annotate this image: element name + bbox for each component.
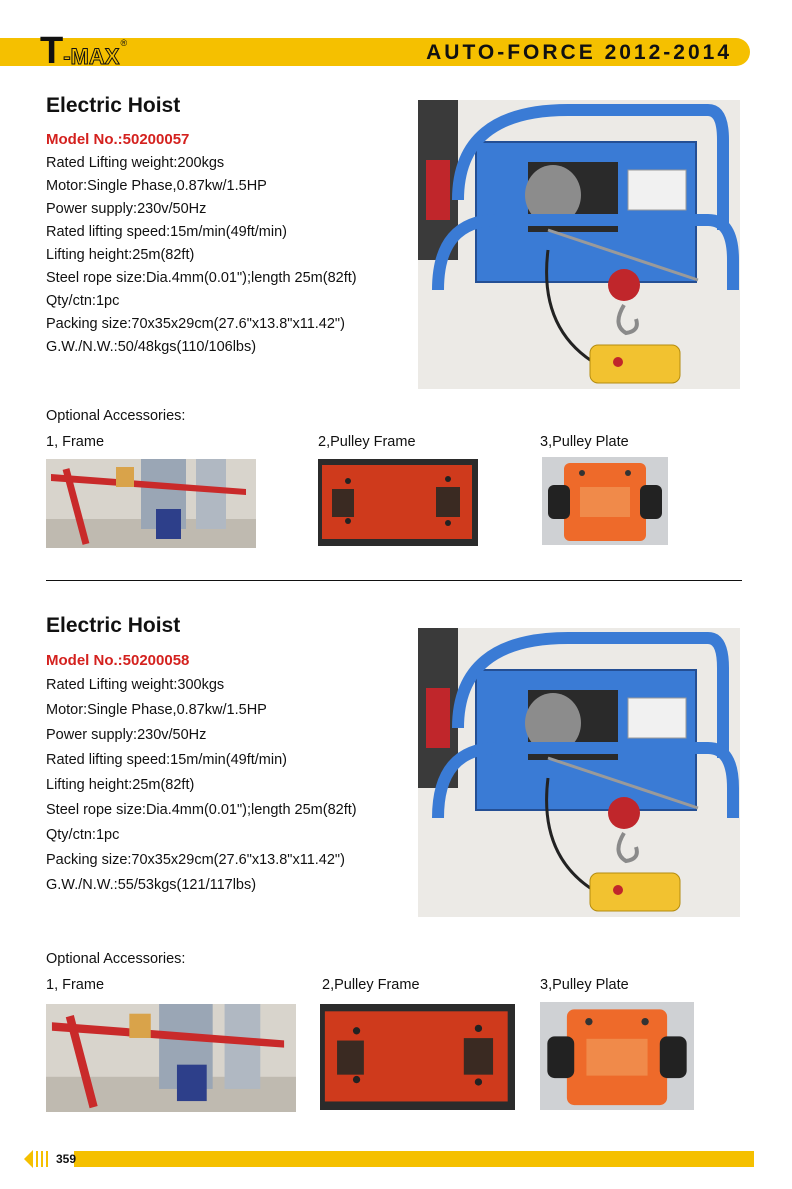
catalog-title: AUTO-FORCE 2012-2014 (426, 41, 732, 64)
section-divider (46, 580, 742, 581)
accessory-label-frame: 1, Frame (46, 977, 105, 993)
spec-item: Rated Lifting weight:300kgs (46, 677, 225, 693)
pulley-frame-photo (318, 459, 478, 546)
pulley-frame-photo (320, 1004, 515, 1110)
spec-item: Rated Lifting weight:200kgs (46, 155, 225, 171)
spec-item: Lifting height:25m(82ft) (46, 777, 195, 793)
page-number: 359 (56, 1152, 77, 1166)
accessory-label-pulley-plate: 3,Pulley Plate (540, 434, 629, 450)
frame-photo (46, 1004, 296, 1112)
accessories-heading: Optional Accessories: (46, 951, 186, 967)
spec-item: Qty/ctn:1pc (46, 293, 120, 309)
logo-letter: T (40, 30, 62, 72)
hoist-photo (418, 100, 740, 389)
spec-item: Rated lifting speed:15m/min(49ft/min) (46, 752, 287, 768)
spec-item: Lifting height:25m(82ft) (46, 247, 195, 263)
footer-bar (74, 1151, 754, 1167)
spec-item: Power supply:230v/50Hz (46, 727, 207, 743)
accessory-label-pulley-frame: 2,Pulley Frame (322, 977, 420, 993)
spec-item: Power supply:230v/50Hz (46, 201, 207, 217)
accessory-label-pulley-frame: 2,Pulley Frame (318, 434, 416, 450)
product-title: Electric Hoist (46, 94, 181, 117)
accessories-heading: Optional Accessories: (46, 408, 186, 424)
frame-photo (46, 459, 256, 548)
logo-wordmark: -MAX (63, 44, 120, 69)
product-title: Electric Hoist (46, 614, 181, 637)
spec-item: G.W./N.W.:50/48kgs(110/106lbs) (46, 339, 257, 355)
hoist-photo (418, 628, 740, 917)
registered-mark: ® (120, 38, 128, 48)
spec-item: Packing size:70x35x29cm(27.6"x13.8"x11.42") (46, 852, 345, 868)
pulley-plate-photo (540, 1002, 694, 1110)
pulley-plate-photo (542, 457, 668, 545)
spec-item: Steel rope size:Dia.4mm(0.01");length 25m(82ft) (46, 270, 357, 286)
spec-item: Qty/ctn:1pc (46, 827, 120, 843)
spec-item: Packing size:70x35x29cm(27.6"x13.8"x11.42") (46, 316, 345, 332)
spec-item: Motor:Single Phase,0.87kw/1.5HP (46, 178, 267, 194)
spec-item: Motor:Single Phase,0.87kw/1.5HP (46, 702, 267, 718)
accessory-label-pulley-plate: 3,Pulley Plate (540, 977, 629, 993)
spec-item: Rated lifting speed:15m/min(49ft/min) (46, 224, 287, 240)
model-number: Model No.:50200057 (46, 131, 190, 148)
tmax-logo (40, 30, 127, 70)
spec-list (46, 673, 357, 898)
spec-item: Steel rope size:Dia.4mm(0.01");length 25m(82ft) (46, 802, 357, 818)
accessory-label-frame: 1, Frame (46, 434, 105, 450)
spec-list (46, 152, 357, 359)
model-number: Model No.:50200058 (46, 652, 190, 669)
spec-item: G.W./N.W.:55/53kgs(121/117lbs) (46, 877, 257, 893)
